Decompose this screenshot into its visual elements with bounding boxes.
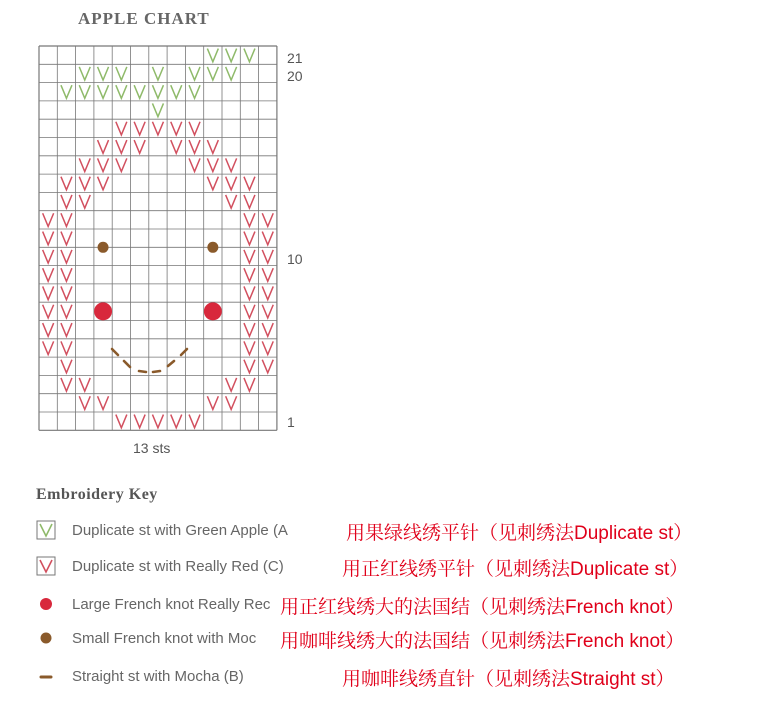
- red-v-stitch: [244, 360, 255, 373]
- red-v-stitch: [134, 140, 145, 153]
- key-annotation-large-knot: 用正红线绣大的法国结（见刺绣法French knot）: [280, 597, 685, 618]
- key-label-large-knot: Large French knot Really Rec: [72, 596, 271, 613]
- red-v-stitch: [134, 415, 145, 428]
- red-v-stitch: [226, 177, 237, 190]
- red-v-stitch: [61, 341, 72, 354]
- red-v-stitch: [244, 250, 255, 263]
- key-row-green: [36, 518, 766, 544]
- large-french-knot: [94, 302, 112, 320]
- red-v-stitch: [207, 158, 218, 171]
- red-v-stitch: [171, 415, 182, 428]
- red-v-stitch: [262, 360, 273, 373]
- red-v-stitch: [244, 213, 255, 226]
- green-v-stitch: [207, 67, 218, 80]
- green-v-stitch: [226, 49, 237, 62]
- red-v-stitch: [226, 158, 237, 171]
- red-v-stitch: [43, 250, 54, 263]
- green-v-icon: [36, 520, 56, 540]
- green-v-stitch: [61, 85, 72, 98]
- key-title: Embroidery Key: [36, 486, 158, 503]
- red-v-stitch: [43, 323, 54, 336]
- straight-stitch: [168, 361, 174, 366]
- red-v-stitch: [244, 305, 255, 318]
- red-dot-icon: [36, 594, 56, 614]
- red-v-stitch: [61, 232, 72, 245]
- key-annotation-small-knot: 用咖啡线绣大的法国结（见刺绣法French knot）: [280, 631, 685, 652]
- green-v-stitch: [152, 67, 163, 80]
- red-v-stitch: [43, 268, 54, 281]
- key-label-small-knot: Small French knot with Moc: [72, 630, 257, 647]
- red-v-stitch: [171, 122, 182, 135]
- straight-stitch: [124, 361, 130, 367]
- red-v-stitch: [61, 286, 72, 299]
- straight-stitch: [181, 349, 187, 355]
- red-v-stitch: [134, 122, 145, 135]
- red-v-stitch: [116, 140, 127, 153]
- red-v-stitch: [61, 360, 72, 373]
- green-v-stitch: [189, 67, 200, 80]
- red-v-stitch: [189, 158, 200, 171]
- red-v-stitch: [189, 140, 200, 153]
- red-v-stitch: [116, 415, 127, 428]
- red-v-stitch: [207, 396, 218, 409]
- red-v-stitch: [61, 268, 72, 281]
- straight-stitch: [139, 371, 146, 372]
- red-v-stitch: [207, 177, 218, 190]
- green-v-stitch: [171, 85, 182, 98]
- green-v-stitch: [116, 85, 127, 98]
- red-v-stitch: [244, 268, 255, 281]
- row-label-21: 21: [287, 50, 303, 66]
- green-v-stitch: [152, 85, 163, 98]
- red-v-stitch: [207, 140, 218, 153]
- key-row-straight: [36, 664, 766, 690]
- row-label-1: 1: [287, 414, 295, 430]
- red-v-stitch: [98, 158, 109, 171]
- red-v-stitch: [61, 177, 72, 190]
- small-french-knot: [98, 242, 109, 253]
- red-v-stitch: [79, 177, 90, 190]
- red-v-stitch: [262, 323, 273, 336]
- green-v-stitch: [189, 85, 200, 98]
- red-v-icon: [36, 556, 56, 576]
- red-v-stitch: [189, 122, 200, 135]
- key-label-straight: Straight st with Mocha (B): [72, 668, 244, 685]
- green-v-stitch: [207, 49, 218, 62]
- red-v-stitch: [152, 122, 163, 135]
- red-v-stitch: [61, 195, 72, 208]
- key-label-green: Duplicate st with Green Apple (A: [72, 522, 288, 539]
- red-v-stitch: [262, 268, 273, 281]
- small-french-knot: [207, 242, 218, 253]
- green-v-stitch: [98, 67, 109, 80]
- red-v-stitch: [244, 323, 255, 336]
- red-v-stitch: [116, 122, 127, 135]
- red-v-stitch: [43, 232, 54, 245]
- red-v-stitch: [61, 213, 72, 226]
- green-v-stitch: [116, 67, 127, 80]
- red-v-stitch: [189, 415, 200, 428]
- red-v-stitch: [116, 158, 127, 171]
- green-v-stitch: [98, 85, 109, 98]
- red-v-stitch: [43, 286, 54, 299]
- red-v-stitch: [244, 378, 255, 391]
- red-v-stitch: [244, 177, 255, 190]
- chart-title: APPLE CHART: [78, 9, 210, 28]
- row-label-20: 20: [287, 68, 303, 84]
- green-v-stitch: [152, 103, 163, 116]
- red-v-stitch: [262, 286, 273, 299]
- green-v-stitch: [134, 85, 145, 98]
- straight-stitch: [153, 371, 160, 372]
- green-v-stitch: [226, 67, 237, 80]
- dash-icon: [36, 666, 56, 686]
- red-v-stitch: [262, 305, 273, 318]
- red-v-stitch: [244, 195, 255, 208]
- red-v-stitch: [79, 195, 90, 208]
- red-v-stitch: [262, 232, 273, 245]
- green-v-stitch: [79, 85, 90, 98]
- red-v-stitch: [226, 396, 237, 409]
- key-annotation-straight: 用咖啡线绣直针（见刺绣法Straight st）: [342, 669, 675, 690]
- red-v-stitch: [79, 378, 90, 391]
- straight-stitch: [112, 349, 118, 355]
- red-v-stitch: [98, 140, 109, 153]
- red-v-stitch: [43, 341, 54, 354]
- red-v-stitch: [262, 341, 273, 354]
- red-v-stitch: [43, 305, 54, 318]
- large-french-knot: [204, 302, 222, 320]
- key-annotation-green: 用果绿线绣平针（见刺绣法Duplicate st）: [346, 523, 693, 544]
- red-v-stitch: [244, 232, 255, 245]
- red-v-stitch: [226, 378, 237, 391]
- red-v-stitch: [79, 158, 90, 171]
- green-v-stitch: [79, 67, 90, 80]
- red-v-stitch: [61, 378, 72, 391]
- red-v-stitch: [79, 396, 90, 409]
- key-annotation-red: 用正红线绣平针（见刺绣法Duplicate st）: [342, 559, 689, 580]
- red-v-stitch: [43, 213, 54, 226]
- red-v-stitch: [61, 305, 72, 318]
- red-v-stitch: [244, 341, 255, 354]
- red-v-stitch: [262, 213, 273, 226]
- red-v-stitch: [171, 140, 182, 153]
- red-v-stitch: [226, 195, 237, 208]
- red-v-stitch: [61, 250, 72, 263]
- key-label-red: Duplicate st with Really Red (C): [72, 558, 284, 575]
- red-v-stitch: [61, 323, 72, 336]
- row-label-10: 10: [287, 251, 303, 267]
- red-v-stitch: [98, 396, 109, 409]
- key-row-red: [36, 554, 766, 580]
- red-v-stitch: [244, 286, 255, 299]
- red-v-stitch: [98, 177, 109, 190]
- stitch-count-label: 13 sts: [133, 440, 171, 456]
- brown-dot-icon: [36, 628, 56, 648]
- red-v-stitch: [152, 415, 163, 428]
- green-v-stitch: [244, 49, 255, 62]
- key-row-large-knot: [36, 592, 766, 618]
- key-row-small-knot: [36, 626, 766, 652]
- red-v-stitch: [262, 250, 273, 263]
